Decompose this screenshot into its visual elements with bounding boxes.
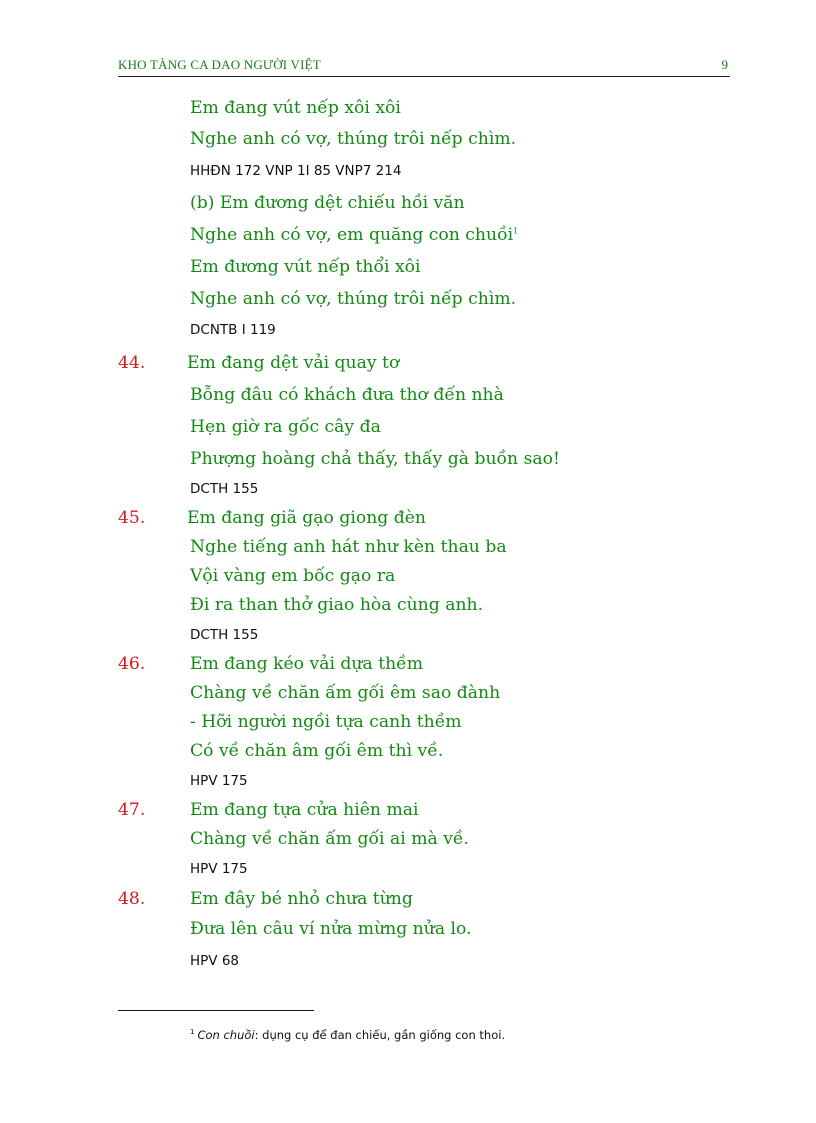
- page-number: 9: [721, 57, 728, 72]
- footnote-divider: [118, 1010, 314, 1011]
- verse-number: 44.: [118, 353, 146, 373]
- source-reference: DCTH 155: [190, 481, 259, 497]
- source-reference: DCTH 155: [190, 627, 259, 643]
- verse-line: Đi ra than thở giao hòa cùng anh.: [190, 595, 484, 615]
- verse-line: Em đang vút nếp xôi xôi: [190, 98, 401, 118]
- verse-line: Nghe tiếng anh hát như kèn thau ba: [190, 537, 507, 557]
- verse-line: Vội vàng em bốc gạo ra: [190, 566, 396, 586]
- verse-line: Nghe anh có vợ, thúng trôi nếp chìm.: [190, 129, 517, 149]
- verse-number: 48.: [118, 889, 146, 909]
- verse-line-with-footnote: [190, 227, 518, 244]
- verse-line: (b) Em đương dệt chiếu hồi văn: [190, 193, 465, 213]
- verse-line-text: Nghe anh có vợ, em quăng con chuồi: [190, 225, 514, 245]
- verse-line: Bỗng đâu có khách đưa thơ đến nhà: [190, 385, 504, 405]
- source-reference: HPV 68: [190, 953, 239, 969]
- source-reference: HPV 175: [190, 773, 248, 789]
- verse-line: Em đang dệt vải quay tơ: [187, 353, 400, 373]
- footnote-mark: 1: [190, 1028, 195, 1037]
- footnote-text: : dụng cụ để đan chiếu, gần giống con thoi.: [254, 1028, 506, 1042]
- verse-line: Có về chăn âm gối êm thì về.: [190, 741, 444, 761]
- source-reference: HPV 175: [190, 861, 248, 877]
- verse-line: Em đang tựa cửa hiên mai: [190, 800, 419, 820]
- source-reference: HHĐN 172 VNP 1I 85 VNP7 214: [190, 163, 402, 179]
- verse-line: Chàng về chăn ấm gối ai mà về.: [190, 829, 469, 849]
- verse-line: Em đương vút nếp thổi xôi: [190, 257, 421, 277]
- source-reference: DCNTB I 119: [190, 322, 276, 338]
- verse-line: Chàng về chăn ấm gối êm sao đành: [190, 683, 501, 703]
- footnote-term: Con chuồi: [197, 1028, 255, 1042]
- verse-line: Phượng hoàng chả thấy, thấy gà buồn sao!: [190, 449, 560, 469]
- verse-line: Hẹn giờ ra gốc cây đa: [190, 417, 381, 437]
- verse-line: Em đây bé nhỏ chưa từng: [190, 889, 413, 909]
- footnote: [190, 1028, 505, 1042]
- footnote-reference[interactable]: 1: [513, 226, 519, 236]
- verse-line: Em đang kéo vải dựa thềm: [190, 654, 424, 674]
- verse-line: Đưa lên câu ví nửa mừng nửa lo.: [190, 919, 472, 939]
- book-title: KHO TÀNG CA DAO NGƯỜI VIỆT: [118, 57, 321, 72]
- verse-number: 47.: [118, 800, 146, 820]
- verse-number: 46.: [118, 654, 146, 674]
- verse-line: - Hỡi người ngồi tựa canh thềm: [190, 712, 462, 732]
- verse-line: Nghe anh có vợ, thúng trôi nếp chìm.: [190, 289, 517, 309]
- running-header: [118, 56, 730, 77]
- verse-line: Em đang giã gạo giong đèn: [187, 508, 426, 528]
- verse-number: 45.: [118, 508, 146, 528]
